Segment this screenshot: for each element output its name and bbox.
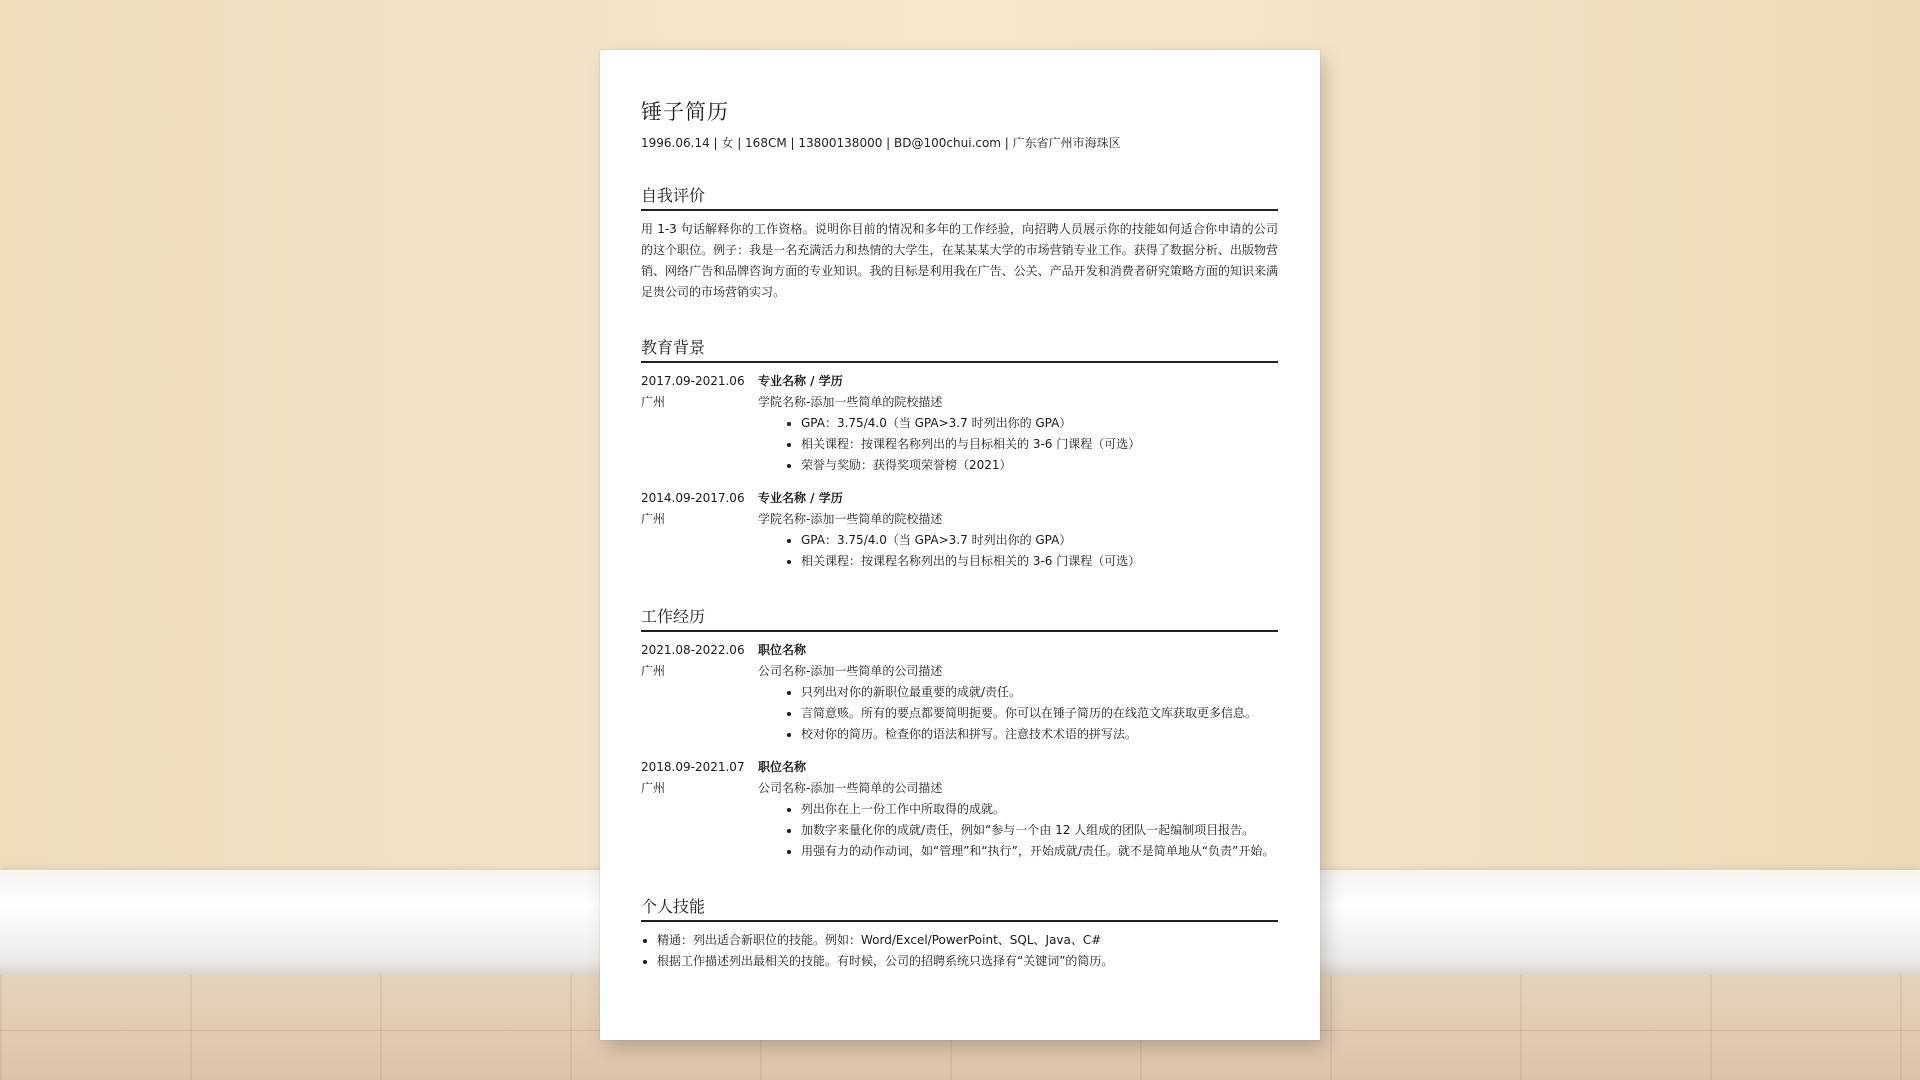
- bullet-item: • GPA：3.75/4.0（当 GPA>3.7 时列出你的 GPA）: [801, 530, 1278, 551]
- work-experience-section: [641, 604, 1278, 862]
- entry-meta: [641, 488, 758, 572]
- entry-heading: 专业名称 / 学历: [758, 491, 843, 505]
- bullet-item: • 加数字来量化你的成就/责任，例如“参与一个由 12 人组成的团队一起编制项目报告。: [801, 820, 1278, 841]
- entry-location: 广州: [641, 664, 666, 678]
- skill-item: • 精通：列出适合新职位的技能。例如：Word/Excel/PowerPoint、SQL、Java、C#: [657, 930, 1278, 951]
- education-entry: [641, 371, 1278, 476]
- entry-bullets: [758, 682, 1278, 745]
- bullet-item: • 列出你在上一份工作中所取得的成就。: [801, 799, 1278, 820]
- entry-bullets: [758, 530, 1278, 572]
- entry-body: [758, 371, 1278, 476]
- self-evaluation-section: [641, 183, 1278, 303]
- section-title: 工作经历: [641, 604, 1278, 632]
- education-section: [641, 335, 1278, 572]
- bullet-item: • GPA：3.75/4.0（当 GPA>3.7 时列出你的 GPA）: [801, 413, 1278, 434]
- skills-section: [641, 894, 1278, 972]
- entry-date: 2017.09-2021.06: [641, 374, 745, 388]
- work-entry: [641, 640, 1278, 745]
- entry-body: [758, 640, 1278, 745]
- bullet-item: • 言简意赅。所有的要点都要简明扼要。你可以在锤子简历的在线范文库获取更多信息。: [801, 703, 1278, 724]
- entry-bullets: [758, 799, 1278, 862]
- bullet-item: • 校对你的简历。检查你的语法和拼写。注意技术术语的拼写法。: [801, 724, 1278, 745]
- entry-date: 2021.08-2022.06: [641, 643, 745, 657]
- entry-body: [758, 488, 1278, 572]
- skill-item: • 根据工作描述列出最相关的技能。有时候，公司的招聘系统只选择有“关键词”的简历。: [657, 951, 1278, 972]
- entry-description: 公司名称-添加一些简单的公司描述: [758, 664, 943, 678]
- entry-heading: 职位名称: [758, 643, 807, 657]
- bullet-item: • 荣誉与奖励：获得奖项荣誉榜（2021）: [801, 455, 1278, 476]
- section-title: 自我评价: [641, 183, 1278, 211]
- bullet-item: • 相关课程：按课程名称列出的与目标相关的 3-6 门课程（可选）: [801, 434, 1278, 455]
- entry-location: 广州: [641, 512, 666, 526]
- entry-description: 学院名称-添加一些简单的院校描述: [758, 512, 943, 526]
- bullet-item: • 只列出对你的新职位最重要的成就/责任。: [801, 682, 1278, 703]
- entry-heading: 专业名称 / 学历: [758, 374, 843, 388]
- bullet-item: • 用强有力的动作动词，如“管理”和“执行”，开始成就/责任。就不是简单地从“负责”开始。: [801, 841, 1278, 862]
- contact-info: 1996.06.14 | 女 | 168CM | 13800138000 | BD@100chui.com | 广东省广州市海珠区: [641, 136, 1121, 150]
- resume-content: [641, 96, 1278, 972]
- entry-heading: 职位名称: [758, 760, 807, 774]
- self-evaluation-text: 用 1-3 句话解释你的工作资格。说明你目前的情况和多年的工作经验，向招聘人员展示你的技能如何适合你申请的公司的这个职位。例子：我是一名充满活力和热情的大学生，在某某某大学的市场营销专业工作。获得了数据分析、出版物营销、网络广告和品牌咨询方面的专业知识。我的目标是利用我在广告、公关、产品开发和消费者研究策略方面的知识来满足贵公司的市场营销实习。: [641, 222, 1278, 299]
- resume-name: 锤子简历: [641, 100, 729, 124]
- resume-page: [600, 50, 1320, 1040]
- entry-location: 广州: [641, 395, 666, 409]
- entry-meta: [641, 757, 758, 862]
- bullet-item: • 相关课程：按课程名称列出的与目标相关的 3-6 门课程（可选）: [801, 551, 1278, 572]
- entry-bullets: [758, 413, 1278, 476]
- entry-location: 广州: [641, 781, 666, 795]
- entry-meta: [641, 371, 758, 476]
- entry-description: 公司名称-添加一些简单的公司描述: [758, 781, 943, 795]
- work-entry: [641, 757, 1278, 862]
- section-title: 教育背景: [641, 335, 1278, 363]
- entry-meta: [641, 640, 758, 745]
- entry-body: [758, 757, 1278, 862]
- entry-date: 2014.09-2017.06: [641, 491, 745, 505]
- education-entry: [641, 488, 1278, 572]
- entry-description: 学院名称-添加一些简单的院校描述: [758, 395, 943, 409]
- section-title: 个人技能: [641, 894, 1278, 922]
- entry-date: 2018.09-2021.07: [641, 760, 745, 774]
- skills-list: [641, 930, 1278, 972]
